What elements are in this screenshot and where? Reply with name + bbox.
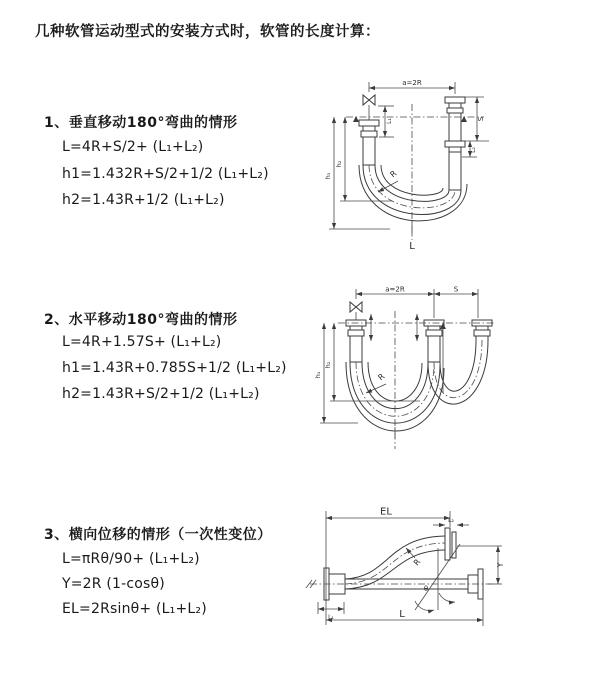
section3-formula-EL: EL=2Rsinθ+ (L₁+L₂) <box>62 601 207 617</box>
section2-formula-L: L=4R+1.57S+ (L₁+L₂) <box>62 334 222 350</box>
dim-a2r <box>369 79 455 94</box>
section2-formula-h2: h2=1.43R+S/2+1/2 (L₁+L₂) <box>62 386 260 402</box>
section3-formula-L: L=πRθ/90+ (L₁+L₂) <box>62 551 200 567</box>
dim-h1-label: h₁ <box>314 371 322 379</box>
radius-label: R <box>411 557 423 568</box>
dim-y-label: Y <box>496 562 505 568</box>
radius-label: R <box>388 168 399 180</box>
diagram-vertical-180-bend <box>312 74 600 256</box>
dim-l2-label: L₂ <box>470 147 477 153</box>
angle-construction <box>415 544 460 611</box>
dim-h1 <box>314 323 358 423</box>
left-flange-fitting <box>346 320 366 362</box>
right-flange-fitting <box>445 97 465 190</box>
middle-flange-fitting <box>424 320 444 362</box>
valve-icon <box>363 95 375 120</box>
length-label: L <box>399 609 405 620</box>
dim-l2 <box>462 141 477 157</box>
section1-formula-L: L=4R+S/2+ (L₁+L₂) <box>62 139 204 155</box>
radius-callout <box>406 548 423 567</box>
left-flange-fitting <box>359 120 379 165</box>
hose-u-bend-position2 <box>428 340 488 404</box>
dim-el <box>326 507 450 626</box>
dim-s-label: S <box>453 285 459 294</box>
dim-a2r-label: a=2R <box>385 285 405 294</box>
dim-h2 <box>324 323 420 401</box>
length-label: L <box>409 241 415 252</box>
dim-h2-label: h₂ <box>335 160 343 168</box>
hose-u-bend-position1 <box>346 362 444 439</box>
section1-heading: 1、垂直移动180°弯曲的情形 <box>44 115 238 131</box>
valve-icon <box>350 302 362 320</box>
diagram-lateral-displacement <box>298 498 598 656</box>
diagram-horizontal-180-bend <box>310 283 600 461</box>
dim-y <box>457 546 505 584</box>
dim-l1-label: L₁ <box>386 118 393 124</box>
hose-u-bend <box>359 165 467 235</box>
dim-l1 <box>318 602 344 621</box>
datum-arrow-right <box>461 116 467 122</box>
dim-s <box>462 97 489 141</box>
section1-formula-h2: h2=1.43R+1/2 (L₁+L₂) <box>62 192 225 208</box>
dim-a2r <box>356 286 478 319</box>
hose-s-curve-position <box>345 536 445 589</box>
section2-heading: 2、水平移动180°弯曲的情形 <box>44 312 238 328</box>
section2-formula-h1: h1=1.43R+0.785S+1/2 (L₁+L₂) <box>62 360 287 376</box>
radius-label: R <box>376 371 387 383</box>
dim-l2-label: L₂ <box>448 517 454 524</box>
dim-h1 <box>324 117 390 229</box>
datum-arrow-left <box>353 116 359 122</box>
dim-s <box>434 286 478 295</box>
page-title: 几种软管运动型式的安装方式时，软管的长度计算： <box>35 24 380 40</box>
dim-l1-label: L₁ <box>328 614 334 621</box>
dim-a2r-label: a=2R <box>402 79 422 87</box>
dim-s-label: S <box>477 116 485 122</box>
upper-flange <box>445 528 456 560</box>
dim-h1-label: h₁ <box>324 172 332 180</box>
section1-formula-h1: h1=1.432R+S/2+1/2 (L₁+L₂) <box>62 166 269 182</box>
section3-heading: 3、横向位移的情形（一次性变位） <box>44 527 272 543</box>
dim-l <box>326 594 483 626</box>
angle-label: θ <box>423 585 429 593</box>
dim-h2-label: h₂ <box>324 361 332 369</box>
dim-l1 <box>378 106 394 137</box>
horizontal-centerline <box>306 580 494 588</box>
section3-formula-Y: Y=2R (1-cosθ) <box>62 576 165 592</box>
dim-el-label: EL <box>380 506 392 518</box>
